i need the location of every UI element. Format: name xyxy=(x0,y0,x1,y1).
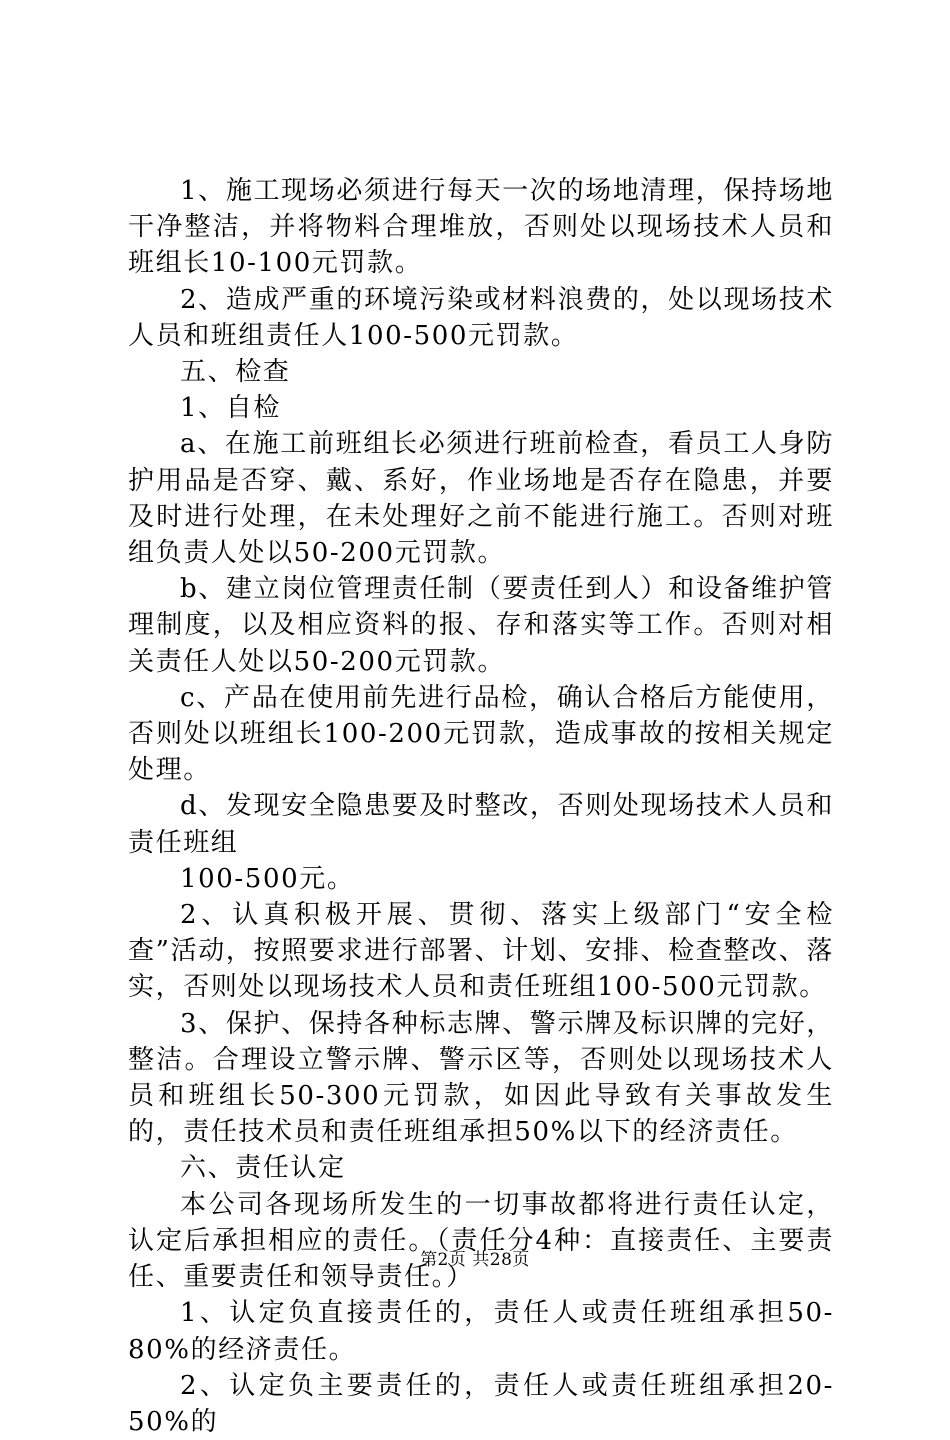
paragraph-item-d-amount: 100-500元。 xyxy=(180,863,355,894)
section-heading-inspection: 五、检查 xyxy=(180,357,291,388)
paragraph-1: 1、施工现场必须进行每天一次的场地清理，保持场地干净整洁，并将物料合理堆放，否则处以现场技术人员和班组长10-100元罚款。 xyxy=(128,176,834,279)
subheading-self-inspection: 1、自检 xyxy=(180,393,281,424)
page-number-footer: 第2页 共28页 xyxy=(420,1250,530,1270)
paragraph-signage: 3、保护、保持各种标志牌、警示牌及标识牌的完好，整洁。合理设立警示牌、警示区等，否则处以现场技术人员和班组长50-300元罚款，如因此导致有关事故发生的，责任技术员和责任班组承担50%以下的经济责任。 xyxy=(128,1008,834,1148)
paragraph-safety-inspection: 2、认真积极开展、贯彻、落实上级部门“安全检查”活动，按照要求进行部署、计划、安排、检查整改、落实，否则处以现场技术人员和责任班组100-500元罚款。 xyxy=(128,900,834,1003)
paragraph-item-c: c、产品在使用前先进行品检，确认合格后方能使用，否则处以班组长100-200元罚款，造成事故的按相关规定处理。 xyxy=(128,682,834,786)
section-heading-responsibility: 六、责任认定 xyxy=(180,1153,346,1184)
paragraph-item-d: d、发现安全隐患要及时整改，否则处现场技术人员和责任班组 xyxy=(128,791,834,858)
paragraph-item-a: a、在施工前班组长必须进行班前检查，看员工人身防护用品是否穿、戴、系好，作业场地是否存在隐患，并要及时进行处理，在未处理好之前不能进行施工。否则对班组负责人处以50-200元罚款。 xyxy=(128,429,834,569)
paragraph-main-responsibility: 2、认定负主要责任的，责任人或责任班组承担20-50%的 xyxy=(128,1370,834,1437)
paragraph-direct-responsibility: 1、认定负直接责任的，责任人或责任班组承担50-80%的经济责任。 xyxy=(128,1298,834,1365)
paragraph-2: 2、造成严重的环境污染或材料浪费的，处以现场技术人员和班组责任人100-500元罚款。 xyxy=(128,284,834,351)
paragraph-responsibility-intro: 本公司各现场所发生的一切事故都将进行责任认定，认定后承担相应的责任。（责任分4种：直接责任、主要责任、重要责任和领导责任。） xyxy=(128,1189,834,1293)
paragraph-item-b: b、建立岗位管理责任制（要责任到人）和设备维护管理制度，以及相应资料的报、存和落实等工作。否则对相关责任人处以50-200元罚款。 xyxy=(128,574,834,677)
